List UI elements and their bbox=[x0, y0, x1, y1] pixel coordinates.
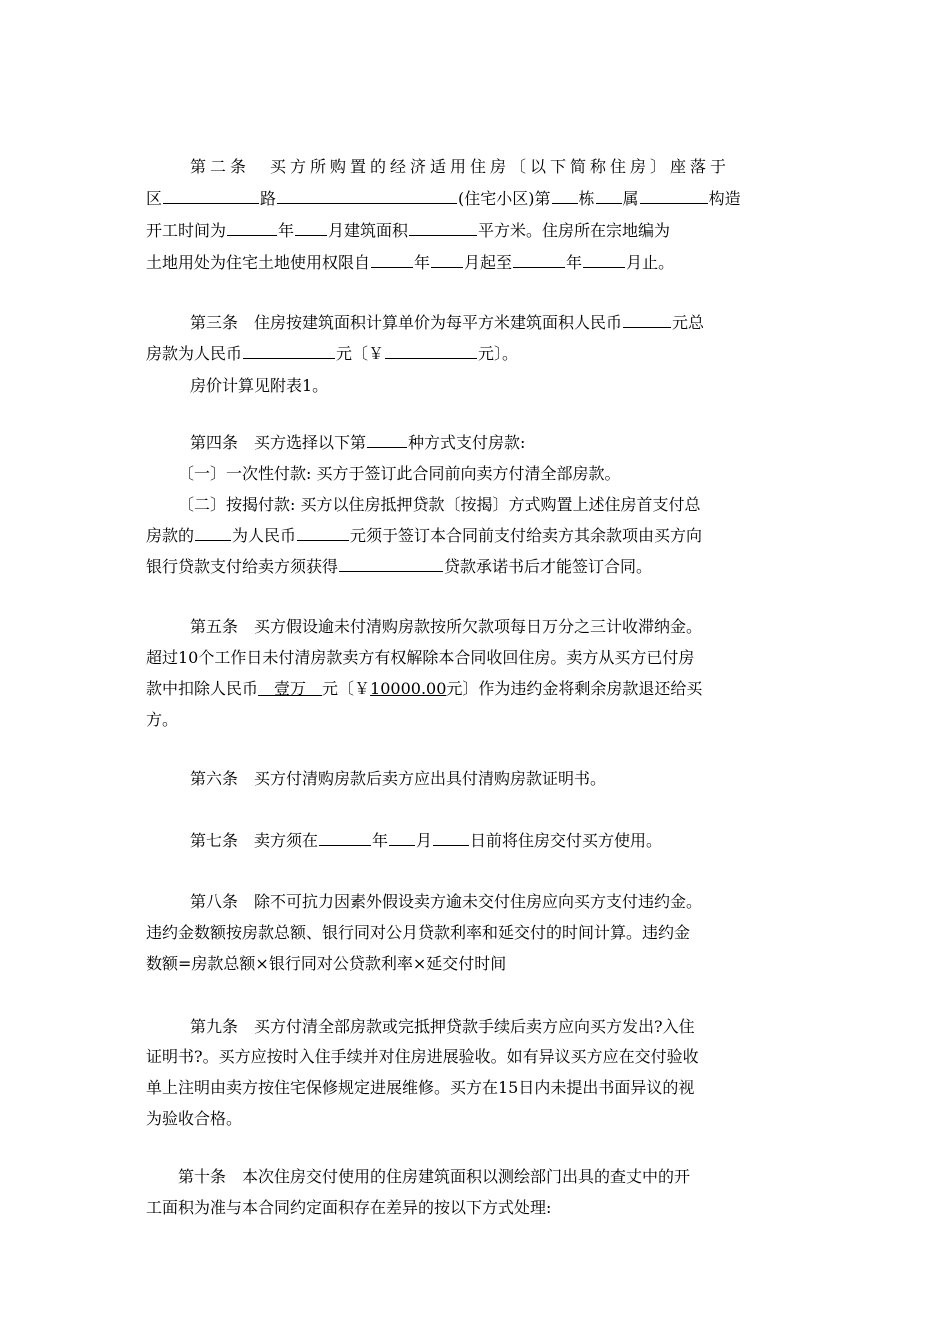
article-3-line-1: 第三条 住房按建筑面积计算单价为每平方米建筑面积人民币 元总 bbox=[190, 313, 705, 332]
article-2-line-4: 土地用处为住宅土地使用权限自 年 月起至 年 月止。 bbox=[146, 253, 675, 272]
article-8-line-3: 数额=房款总额×银行同对公贷款利率×延交付时间 bbox=[146, 954, 507, 973]
article-3-line-2: 房款为人民币 元〔￥ 元〕。 bbox=[146, 344, 519, 363]
article-8-line-1: 第八条 除不可抗力因素外假设卖方逾未交付住房应向买方支付违约金。 bbox=[190, 892, 703, 911]
article-4-line-2: 〔一〕一次性付款: 买方于签订此合同前向卖方付清全部房款。 bbox=[178, 464, 621, 483]
article-10-line-2: 工面积为准与本合同约定面积存在差异的按以下方式处理: bbox=[146, 1198, 552, 1217]
article-4-line-4: 房款的 为人民币 元须于签订本合同前支付给卖方其余款项由买方向 bbox=[146, 526, 703, 545]
article-4-line-1: 第四条 买方选择以下第 种方式支付房款: bbox=[190, 433, 526, 452]
article-9-line-1: 第九条 买方付清全部房款或完抵押贷款手续后卖方应向买方发出?入住 bbox=[190, 1017, 695, 1036]
article-2-line-1: 第二条 买方所购置的经济适用住房〔以下简称住房〕座落于 bbox=[190, 157, 731, 176]
article-4-line-5: 银行贷款支付给卖方须获得 贷款承诺书后才能签订合同。 bbox=[146, 557, 653, 576]
article-8-line-2: 违约金数额按房款总额、银行同对公月贷款利率和延交付的时间计算。违约金 bbox=[146, 923, 691, 942]
article-5-line-1: 第五条 买方假设逾未付清购房款按所欠款项每日万分之三计收滞纳金。 bbox=[190, 617, 703, 636]
article-3-line-3: 房价计算见附表1。 bbox=[190, 376, 329, 395]
article-2-line-2: 区 路 (住宅小区)第 栋 属 构造 bbox=[146, 189, 741, 208]
article-9-line-3: 单上注明由卖方按住宅保修规定进展维修。买方在15日内未提出书面异议的视 bbox=[146, 1078, 695, 1097]
article-4-line-3: 〔二〕按揭付款: 买方以住房抵押贷款〔按揭〕方式购置上述住房首支付总 bbox=[178, 495, 701, 514]
article-5-line-2: 超过10个工作日未付清房款卖方有权解除本合同收回住房。卖方从买方已付房 bbox=[146, 648, 695, 667]
article-9-line-4: 为验收合格。 bbox=[146, 1109, 243, 1128]
article-10-line-1: 第十条 本次住房交付使用的住房建筑面积以测绘部门出具的查丈中的开 bbox=[178, 1167, 691, 1186]
article-9-line-2: 证明书?。买方应按时入住手续并对住房进展验收。如有异议买方应在交付验收 bbox=[146, 1047, 699, 1066]
article-6-line-1: 第六条 买方付清购房款后卖方应出具付清购房款证明书。 bbox=[190, 769, 607, 788]
article-5-line-3: 款中扣除人民币 壹万 元〔￥10000.00元〕作为违约金将剩余房款退还给买 bbox=[146, 679, 703, 698]
article-5-line-4: 方。 bbox=[146, 710, 179, 729]
article-2-line-3: 开工时间为 年 月建筑面积 平方米。住房所在宗地编为 bbox=[146, 221, 671, 240]
article-7-line-1: 第七条 卖方须在 年 月 日前将住房交付买方使用。 bbox=[190, 831, 663, 850]
